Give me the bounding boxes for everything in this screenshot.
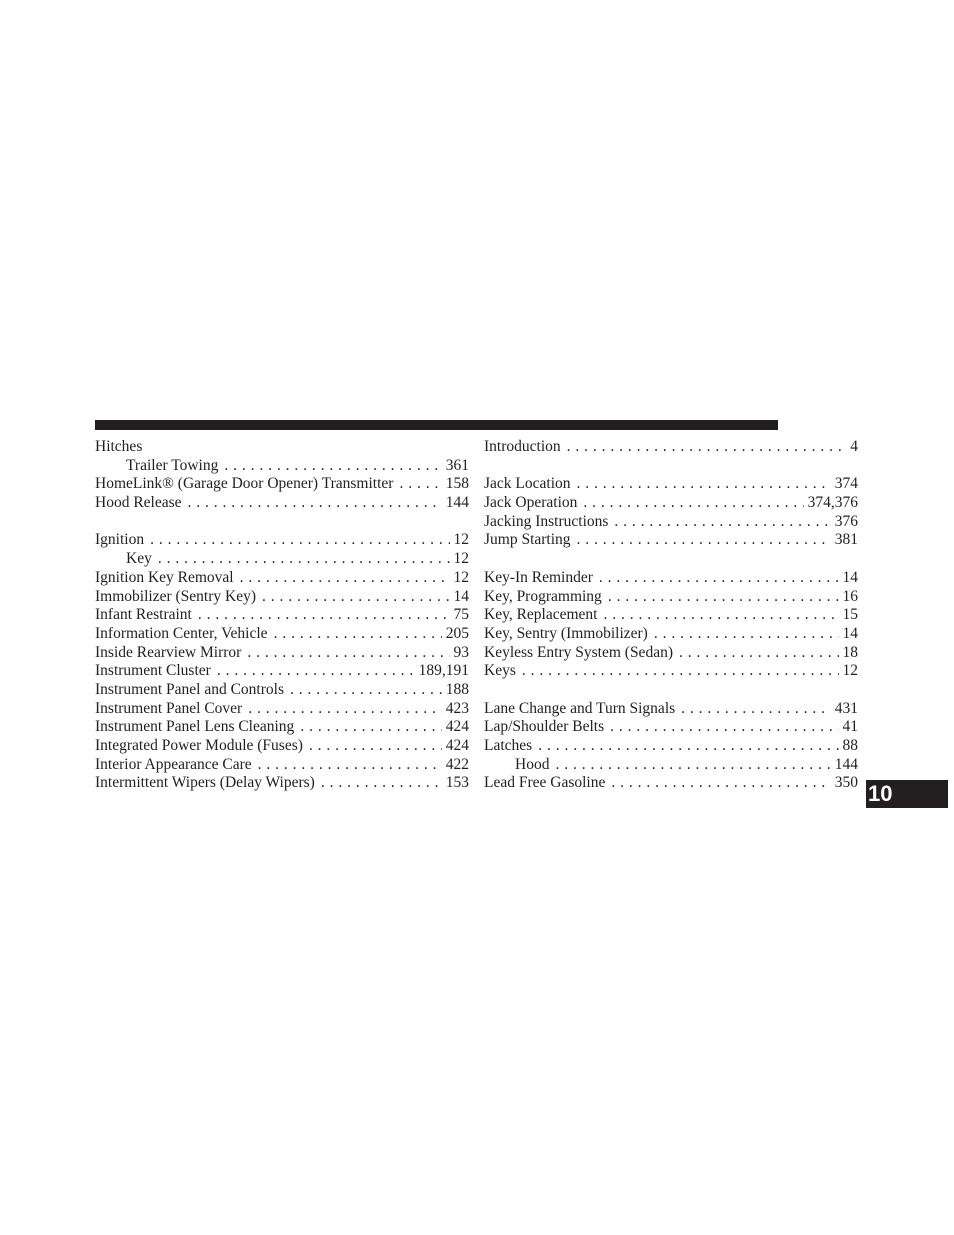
index-entry-label: Key: [126, 550, 152, 568]
index-entry-label: Integrated Power Module (Fuses): [95, 737, 303, 754]
index-entry: [484, 737, 858, 756]
index-entry-label: Instrument Panel and Controls: [95, 680, 284, 698]
index-entry-label: Key, Replacement: [484, 606, 598, 624]
index-entry-label: Immobilizer (Sentry Key): [95, 587, 256, 605]
dot-leader: [188, 494, 442, 513]
index-entry: [95, 756, 469, 775]
index-entry-label: Instrument Panel Lens Cleaning: [95, 718, 295, 736]
dot-leader: [217, 662, 415, 681]
index-entry-page: 381: [834, 531, 858, 549]
index-entry-label: Jump Starting: [484, 531, 571, 549]
index-entry-page: 422: [445, 755, 469, 773]
dot-leader: [603, 606, 838, 625]
index-entry: [484, 662, 858, 681]
dot-leader: [583, 494, 803, 513]
index-entry-label: Hood: [515, 755, 550, 773]
dot-leader: [679, 644, 839, 663]
index-entry: [95, 625, 469, 644]
index-entry: [95, 531, 469, 550]
index-entry-page: 18: [842, 643, 858, 661]
index-entry-label: Key, Programming: [484, 587, 602, 605]
index-entry-label: Hitches: [95, 438, 143, 455]
index-entry-label: Introduction: [484, 438, 561, 455]
dot-leader: [611, 774, 830, 793]
index-entry: [95, 737, 469, 756]
dot-leader: [538, 737, 838, 756]
dot-leader: [567, 438, 847, 457]
index-entry-page: 205: [445, 624, 469, 642]
index-entry-page: 41: [842, 718, 858, 736]
index-entry-label: Ignition Key Removal: [95, 568, 234, 586]
index-entry-page: 350: [834, 774, 858, 792]
index-entry: [484, 644, 858, 663]
dot-leader: [274, 625, 442, 644]
index-entry: [484, 513, 858, 532]
index-entry-page: 424: [445, 718, 469, 736]
index-entry: [484, 774, 858, 793]
index-entry-page: 153: [445, 774, 469, 792]
index-entry-page: 14: [842, 624, 858, 642]
index-entry-page: 189,191: [418, 662, 469, 680]
dot-leader: [247, 644, 449, 663]
index-entry: [484, 438, 858, 457]
index-entry: [484, 494, 858, 513]
index-entry: [95, 588, 469, 607]
chapter-tab: 10: [866, 780, 948, 808]
dot-leader: [399, 475, 441, 494]
dot-leader: [599, 569, 839, 588]
dot-leader: [555, 756, 830, 775]
index-entry: [484, 700, 858, 719]
dot-leader: [321, 774, 442, 793]
index-column-left: [95, 438, 469, 793]
index-entry: [484, 588, 858, 607]
dot-leader: [309, 737, 442, 756]
index-entry: [95, 475, 469, 494]
index-entry-label: Interior Appearance Care: [95, 755, 252, 773]
dot-leader: [610, 718, 838, 737]
dot-leader: [248, 700, 442, 719]
index-entry-page: 16: [842, 587, 858, 605]
index-entry: [484, 475, 858, 494]
index-entry-label: Latches: [484, 737, 533, 754]
index-entry: [95, 662, 469, 681]
index-entry-page: 14: [842, 568, 858, 586]
index-entry-page: 423: [445, 699, 469, 717]
index-entry-label: Instrument Panel Cover: [95, 699, 243, 717]
dot-leader: [290, 681, 442, 700]
index-entry-label: Keyless Entry System (Sedan): [484, 643, 673, 661]
index-entry: [484, 625, 858, 644]
index-entry-label: Trailer Towing: [126, 456, 219, 474]
index-entry-label: Inside Rearview Mirror: [95, 643, 242, 661]
index-entry: [95, 644, 469, 663]
index-entry-page: 431: [834, 699, 858, 717]
index-entry-label: Jack Operation: [484, 494, 578, 512]
index-entry: [95, 718, 469, 737]
index-entry-page: 75: [453, 606, 469, 624]
index-entry-label: Lane Change and Turn Signals: [484, 699, 676, 717]
index-entry-page: 374,376: [807, 494, 858, 512]
dot-leader: [681, 700, 831, 719]
index-entry-page: 88: [842, 737, 858, 754]
index-entry-label: Jacking Instructions: [484, 512, 609, 530]
index-entry: [484, 606, 858, 625]
index-entry-label: Hood Release: [95, 494, 182, 512]
index-entry-page: 374: [834, 475, 858, 493]
dot-leader: [262, 588, 450, 607]
index-entry: [95, 569, 469, 588]
index-entry-label: Infant Restraint: [95, 606, 192, 624]
section-top-rule: [95, 420, 778, 430]
index-entry-page: 376: [834, 512, 858, 530]
index-entry-label: Keys: [484, 662, 516, 680]
index-column-right: [484, 438, 858, 793]
index-entry: [484, 756, 858, 775]
index-entry-page: 144: [834, 755, 858, 773]
index-entry-label: Information Center, Vehicle: [95, 624, 268, 642]
index-entry-page: 12: [453, 550, 469, 568]
dot-leader: [258, 756, 442, 775]
dot-leader: [224, 457, 441, 476]
index-entry-page: 12: [453, 568, 469, 586]
index-entry-label: Intermittent Wipers (Delay Wipers): [95, 774, 315, 792]
index-entry: [95, 438, 469, 457]
index-entry: [95, 457, 469, 476]
dot-leader: [198, 606, 450, 625]
index-entry-label: Instrument Cluster: [95, 662, 211, 680]
index-entry: [95, 606, 469, 625]
dot-leader: [150, 531, 449, 550]
index-entry-page: 93: [453, 643, 469, 661]
dot-leader: [158, 550, 450, 569]
index-entry: [95, 774, 469, 793]
index-entry-label: Lap/Shoulder Belts: [484, 718, 605, 736]
dot-leader: [608, 588, 839, 607]
index-entry-label: HomeLink® (Garage Door Opener) Transmitter: [95, 475, 394, 493]
index-entry-page: 14: [453, 587, 469, 605]
index-entry: [484, 718, 858, 737]
dot-leader: [614, 513, 830, 532]
index-entry-page: 15: [842, 606, 858, 624]
dot-leader: [300, 718, 441, 737]
index-entry-page: 188: [445, 680, 469, 698]
index-entry-page: 361: [445, 456, 469, 474]
index-entry-label: Jack Location: [484, 475, 571, 493]
index-entry-page: 424: [445, 737, 469, 754]
dot-leader: [240, 569, 450, 588]
index-entry-label: Lead Free Gasoline: [484, 774, 606, 792]
index-entry: [95, 681, 469, 700]
index-entry-page: 12: [453, 531, 469, 549]
index-entry: [484, 531, 858, 550]
index-entry: [95, 494, 469, 513]
index-entry: [95, 550, 469, 569]
index-entry-label: Key-In Reminder: [484, 568, 593, 586]
dot-leader: [654, 625, 839, 644]
dot-leader: [577, 531, 831, 550]
index-entry: [95, 700, 469, 719]
index-entry: [484, 569, 858, 588]
index-entry-page: 4: [850, 438, 858, 455]
index-entry-label: Ignition: [95, 531, 145, 549]
index-entry-page: 158: [445, 475, 469, 493]
index-entry-page: 144: [445, 494, 469, 512]
dot-leader: [522, 662, 839, 681]
index-entry-page: 12: [842, 662, 858, 680]
index-entry-label: Key, Sentry (Immobilizer): [484, 624, 648, 642]
dot-leader: [577, 475, 831, 494]
